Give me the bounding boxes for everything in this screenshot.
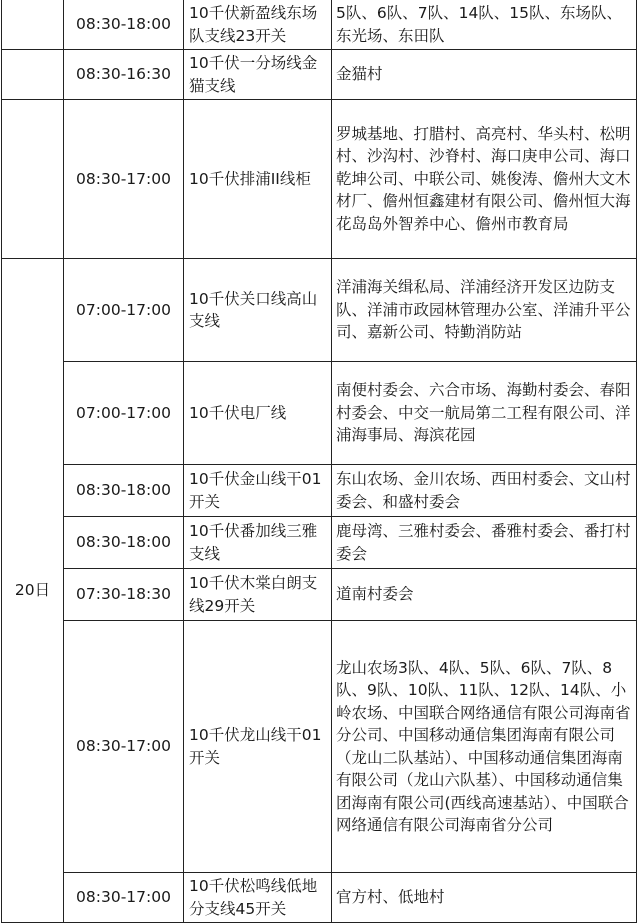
area-cell: 官方村、低地村 xyxy=(332,873,638,923)
date-cell-empty xyxy=(2,100,64,259)
area-cell: 5队、6队、7队、14队、15队、东场队、东光场、东田队 xyxy=(332,0,638,50)
line-cell: 10千伏木棠白朗支线29开关 xyxy=(184,569,332,621)
outage-schedule-table xyxy=(1,0,638,923)
table-row xyxy=(2,569,638,621)
line-cell: 10千伏龙山线干01开关 xyxy=(184,621,332,873)
table-row xyxy=(2,259,638,362)
line-cell: 10千伏排浦II线柜 xyxy=(184,100,332,259)
area-cell: 龙山农场3队、4队、5队、6队、7队、8队、9队、10队、11队、12队、14队、小岭农场、中国联合网络通信有限公司海南省分公司、中国移动通信集团海南有限公司（龙山二队基站）、中国移动通信集团海南有限公司（龙山六队基）、中国移动通信集团海南有限公司(西线高速基站）、中国联合网络通信有限公司海南省分公司 xyxy=(332,621,638,873)
time-cell: 08:30-18:00 xyxy=(64,517,184,569)
time-cell: 08:30-17:00 xyxy=(64,873,184,923)
table-row xyxy=(2,873,638,923)
time-cell: 08:30-17:00 xyxy=(64,100,184,259)
area-cell: 鹿母湾、三雅村委会、番雅村委会、番打村委会 xyxy=(332,517,638,569)
area-cell: 东山农场、金川农场、西田村委会、文山村委会、和盛村委会 xyxy=(332,465,638,517)
table-row xyxy=(2,362,638,465)
date-cell: 20日 xyxy=(2,259,64,923)
table-row xyxy=(2,0,638,50)
line-cell: 10千伏金山线干01开关 xyxy=(184,465,332,517)
table-row xyxy=(2,465,638,517)
line-cell: 10千伏番加线三雅支线 xyxy=(184,517,332,569)
time-cell: 07:30-18:30 xyxy=(64,569,184,621)
time-cell: 08:30-18:00 xyxy=(64,465,184,517)
line-cell: 10千伏一分场线金猫支线 xyxy=(184,50,332,100)
area-cell: 罗城基地、打腊村、高亮村、华头村、松明村、沙沟村、沙脊村、海口庚申公司、海口乾坤公司、中联公司、姚俊涛、儋州大文木材厂、儋州恒鑫建材有限公司、儋州恒大海花岛岛外智养中心、儋州市教育局 xyxy=(332,100,638,259)
time-cell: 08:30-17:00 xyxy=(64,621,184,873)
table-row xyxy=(2,621,638,873)
line-cell: 10千伏电厂线 xyxy=(184,362,332,465)
time-cell: 07:00-17:00 xyxy=(64,362,184,465)
area-cell: 洋浦海关缉私局、洋浦经济开发区边防支队、洋浦市政园林管理办公室、洋浦升平公司、嘉新公司、特勤消防站 xyxy=(332,259,638,362)
line-cell: 10千伏新盈线东场队支线23开关 xyxy=(184,0,332,50)
date-cell-empty xyxy=(2,50,64,100)
time-cell: 08:30-18:00 xyxy=(64,0,184,50)
date-cell-empty xyxy=(2,0,64,50)
time-cell: 08:30-16:30 xyxy=(64,50,184,100)
area-cell: 道南村委会 xyxy=(332,569,638,621)
table-row xyxy=(2,517,638,569)
line-cell: 10千伏关口线高山支线 xyxy=(184,259,332,362)
table-row xyxy=(2,50,638,100)
time-cell: 07:00-17:00 xyxy=(64,259,184,362)
area-cell: 金猫村 xyxy=(332,50,638,100)
line-cell: 10千伏松鸣线低地分支线45开关 xyxy=(184,873,332,923)
table-row xyxy=(2,100,638,259)
area-cell: 南便村委会、六合市场、海勤村委会、春阳村委会、中交一航局第二工程有限公司、洋浦海事局、海滨花园 xyxy=(332,362,638,465)
